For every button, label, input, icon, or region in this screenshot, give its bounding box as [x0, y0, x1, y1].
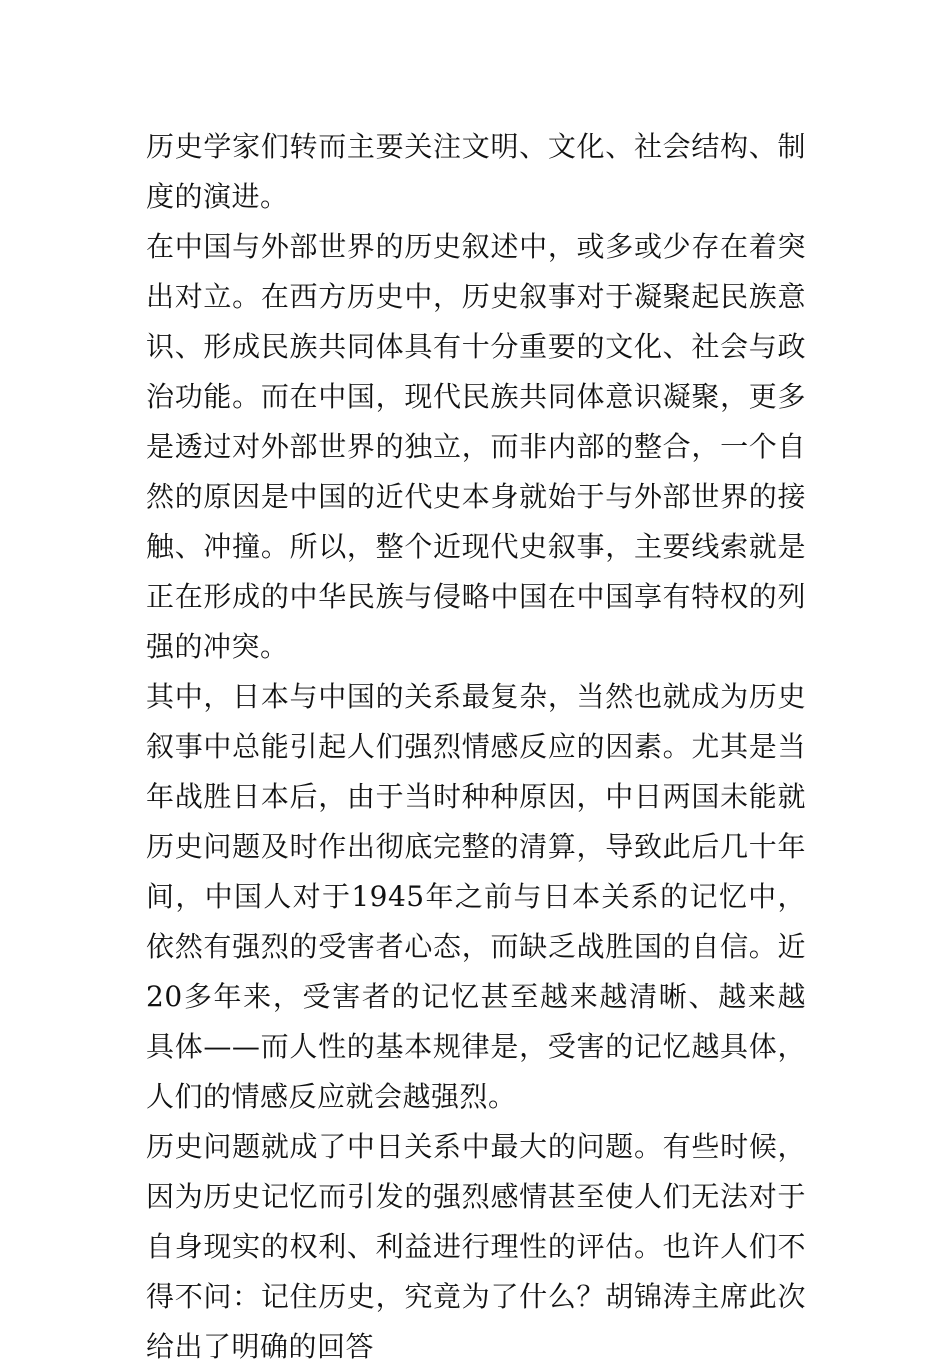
- paragraph-1: 历史学家们转而主要关注文明、文化、社会结构、制度的演进。: [146, 130, 806, 213]
- paragraph-4: 历史问题就成了中日关系中最大的问题。有些时候，因为历史记忆而引发的强烈感情甚至使人们无法对于自身现实的权利、利益进行理性的评估。也许人们不得不问：记住历史，究竟为了什么？胡锦涛主席此次给出了明确的回答: [146, 1130, 806, 1363]
- paragraph-2: 在中国与外部世界的历史叙述中，或多或少存在着突出对立。在西方历史中，历史叙事对于凝聚起民族意识、形成民族共同体具有十分重要的文化、社会与政治功能。而在中国，现代民族共同体意识凝聚，更多是透过对外部世界的独立，而非内部的整合，一个自然的原因是中国的近代史本身就始于与外部世界的接触、冲撞。所以，整个近现代史叙事，主要线索就是正在形成的中华民族与侵略中国在中国享有特权的列强的冲突。: [146, 230, 806, 663]
- document-body: [146, 122, 806, 1372]
- paragraph-3: 其中，日本与中国的关系最复杂，当然也就成为历史叙事中总能引起人们强烈情感反应的因素。尤其是当年战胜日本后，由于当时种种原因，中日两国未能就历史问题及时作出彻底完整的清算，导致此后几十年间，中国人对于1945年之前与日本关系的记忆中，依然有强烈的受害者心态，而缺乏战胜国的自信。近20多年来，受害者的记忆甚至越来越清晰、越来越具体——而人性的基本规律是，受害的记忆越具体，人们的情感反应就会越强烈。: [146, 680, 806, 1113]
